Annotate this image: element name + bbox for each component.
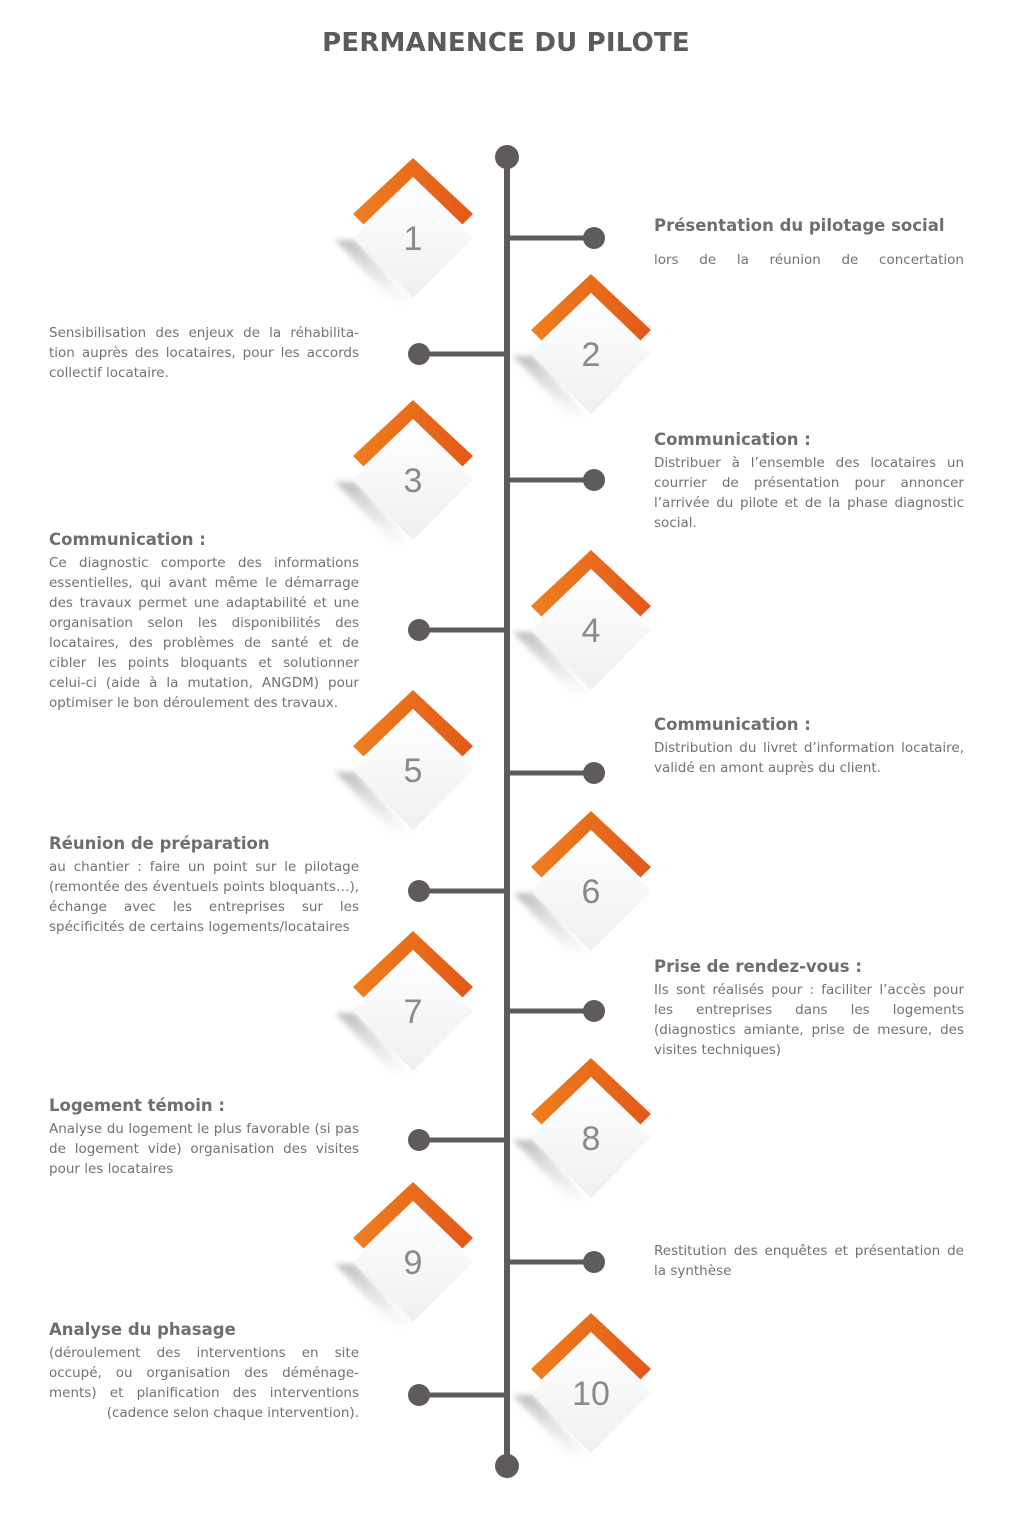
step-10-number: 10 bbox=[572, 1375, 610, 1413]
step-6-text-block bbox=[49, 834, 359, 937]
step-10-description: (déroulement des interventions en site occupé, ou organisation des déménage-ments) et planification des interventions (cadence selon chaque intervention). bbox=[49, 1345, 359, 1421]
step-3-title: Communication : bbox=[654, 430, 811, 449]
step-6-description: au chantier : faire un point sur le pilotage (remontée des éventuels points bloquants…), échange avec les entreprises sur les spécificités de certains logements/locataires bbox=[49, 859, 359, 935]
step-1-number: 1 bbox=[403, 220, 423, 258]
step-4-description: Ce diagnostic comporte des informations essentielles, qui avant même le démarrage des travaux permet une adaptabilité et une organisation selon les disponibilités des locataires, des problèmes de santé et de cibler les points bloquants et solutionner celui-ci (aide à la mutation, ANGDM) pour optimiser le bon déroulement des travaux. bbox=[49, 555, 359, 711]
step-2-connector-dot bbox=[408, 343, 430, 365]
step-5-connector-dot bbox=[583, 762, 605, 784]
step-4-number: 4 bbox=[581, 612, 601, 650]
step-5-text-block bbox=[654, 715, 964, 778]
step-7-number: 7 bbox=[403, 993, 423, 1031]
step-8-text-block bbox=[49, 1096, 359, 1179]
step-8-marker bbox=[408, 1058, 651, 1206]
step-1-marker bbox=[335, 158, 605, 306]
step-5-number: 5 bbox=[403, 752, 423, 790]
step-8-title: Logement témoin : bbox=[49, 1096, 225, 1115]
step-6-connector-dot bbox=[408, 880, 430, 902]
step-9-text-block bbox=[654, 1241, 964, 1281]
page-title: PERMANENCE DU PILOTE bbox=[322, 28, 690, 58]
step-2-description: Sensibilisation des enjeux de la réhabilita-tion auprès des locataires, pour les accords collectif locataire. bbox=[49, 325, 359, 381]
step-8-description: Analyse du logement le plus favorable (si pas de logement vide) organisation des visites pour les locataires bbox=[49, 1121, 359, 1177]
step-4-connector-dot bbox=[408, 619, 430, 641]
step-3-marker bbox=[335, 400, 605, 548]
step-2-number: 2 bbox=[581, 336, 601, 374]
step-2-text-block bbox=[49, 323, 359, 383]
step-5-title: Communication : bbox=[654, 715, 811, 734]
step-10-connector-dot bbox=[408, 1384, 430, 1406]
step-3-number: 3 bbox=[403, 462, 423, 500]
timeline-start-dot bbox=[495, 145, 519, 169]
step-9-description: Restitution des enquêtes et présentation de la synthèse bbox=[654, 1243, 964, 1279]
step-5-description: Distribution du livret d’information locataire, validé en amont auprès du client. bbox=[654, 740, 964, 776]
step-4-title: Communication : bbox=[49, 530, 206, 549]
step-8-number: 8 bbox=[581, 1120, 601, 1158]
step-1-text-block bbox=[654, 216, 964, 270]
step-4-text-block bbox=[49, 530, 359, 713]
step-7-connector-dot bbox=[583, 1000, 605, 1022]
step-9-number: 9 bbox=[403, 1244, 423, 1282]
step-3-text-block bbox=[654, 430, 964, 533]
step-6-marker bbox=[408, 811, 651, 959]
step-9-marker bbox=[335, 1182, 605, 1330]
step-10-marker bbox=[408, 1313, 651, 1461]
step-3-connector-dot bbox=[583, 469, 605, 491]
step-6-number: 6 bbox=[581, 873, 601, 911]
step-3-description: Distribuer à l’ensemble des locataires un courrier de présentation pour annoncer l’arrivée du pilote et de la phase diagnostic social. bbox=[654, 455, 964, 531]
step-1-description: lors de la réunion de concertation bbox=[654, 252, 964, 268]
step-10-title: Analyse du phasage bbox=[49, 1320, 236, 1339]
step-7-description: Ils sont réalisés pour : faciliter l’accès pour les entreprises dans les logements (diagnostics amiante, prise de mesure, des visites techniques) bbox=[654, 982, 964, 1058]
step-7-marker bbox=[335, 931, 605, 1079]
step-6-title: Réunion de préparation bbox=[49, 834, 270, 853]
step-7-text-block bbox=[654, 957, 964, 1060]
step-2-marker bbox=[408, 274, 651, 422]
step-7-title: Prise de rendez-vous : bbox=[654, 957, 862, 976]
step-1-connector-dot bbox=[583, 227, 605, 249]
step-5-marker bbox=[335, 690, 605, 838]
timeline-end-dot bbox=[495, 1454, 519, 1478]
step-4-marker bbox=[408, 550, 651, 698]
step-8-connector-dot bbox=[408, 1129, 430, 1151]
step-1-title: Présentation du pilotage social bbox=[654, 216, 945, 235]
step-9-connector-dot bbox=[583, 1251, 605, 1273]
step-10-text-block bbox=[49, 1320, 359, 1423]
